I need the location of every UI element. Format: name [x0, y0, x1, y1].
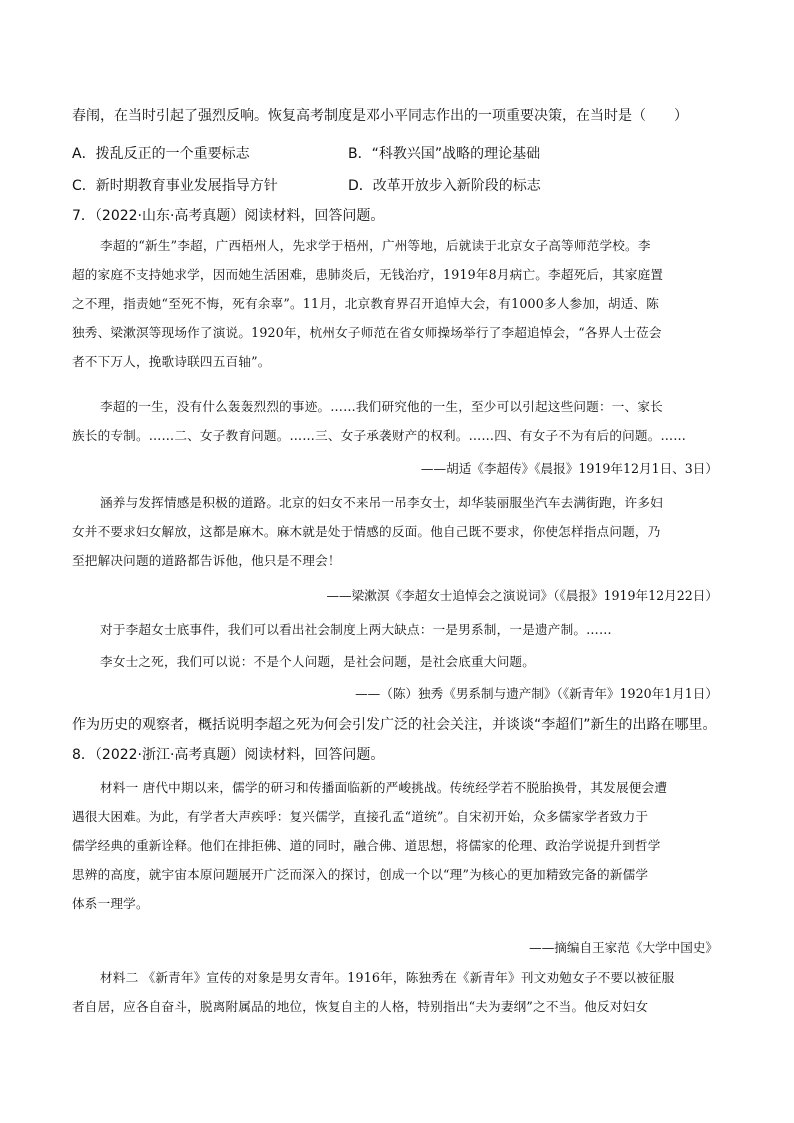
q6-option-d[interactable]: D．改革开放步入新阶段的标志	[348, 178, 541, 194]
q6-option-b[interactable]: B．“科教兴国”战略的理论基础	[348, 146, 541, 162]
q7-para1-line: 独秀、梁漱溟等现场作了演说。1920年，杭州女子师范在省女师操场举行了李超追悼会，“各界人士莅会	[72, 325, 662, 340]
q7-para2-line: 族长的专制。……二、女子教育问题。……三、女子承袭财产的权利。……四、有女子不为有后的问题。……	[72, 428, 687, 443]
q7-question: 作为历史的观察者，概括说明李超之死为何会引发广泛的社会关注，并谈谈“李超们”新生的出路在哪里。	[72, 717, 717, 733]
q7-para5: 李女士之死，我们可以说：不是个人问题，是社会问题，是社会底重大问题。	[100, 654, 535, 669]
q6-stem-tail: 春闱，在当时引起了强烈反响。恢复高考制度是邓小平同志作出的一项重要决策，在当时是（ ）	[72, 108, 688, 124]
q7-para1-line: 超的家庭不支持她求学，因而她生活困难，患肺炎后，无钱治疗，1919年8月病亡。李超死后，其家庭置	[72, 267, 664, 282]
q7-source-1: ——胡适《李超传》《晨报》1919年12月1日、3日）	[420, 461, 718, 476]
q7-source-2: ——梁漱溟《李超女士追悼会之演说词》（《晨报》1919年12月22日）	[326, 588, 718, 603]
q6-option-c[interactable]: C．新时期教育事业发展指导方针	[72, 178, 278, 194]
q8-material1-line: 材料一 唐代中期以来，儒学的研习和传播面临新的严峻挑战。传统经学若不脱胎换骨，其发展便会遭	[100, 780, 668, 795]
q7-para1-line: 李超的“新生”李超，广西梧州人，先求学于梧州，广州等地，后就读于北京女子高等师范学校。李	[100, 238, 651, 253]
q8-material2-line: 材料二 《新青年》宣传的对象是男女青年。1916年，陈独秀在《新青年》刊文劝勉女子不要以被征服	[100, 970, 675, 985]
q7-para3-line: 涵养与发挥情感是积极的道路。北京的妇女不来吊一吊李女士，却华装丽服坐汽车去满街跑，许多妇	[100, 495, 663, 510]
q6-option-a[interactable]: A．拨乱反正的一个重要标志	[72, 146, 250, 162]
q8-material1-line: 遇很大困难。为此，有学者大声疾呼：复兴儒学，直接孔孟“道统”。自宋初开始，众多儒家学者致力于	[72, 809, 649, 824]
q7-para2-line: 李超的一生，没有什么轰轰烈烈的事迹。……我们研究他的一生，至少可以引起这些问题：一、家长	[100, 399, 663, 414]
q7-para1-line: 者不下万人，挽歌诗联四五百轴”。	[72, 354, 271, 369]
q7-title: 7．（2022·山东·高考真题）阅读材料，回答问题。	[72, 208, 385, 224]
q7-para3-line: 至把解决问题的道路都告诉他，他只是不理会！	[72, 553, 341, 568]
q8-title: 8．（2022·浙江·高考真题）阅读材料，回答问题。	[72, 747, 385, 763]
q7-para4: 对于李超女士底事件，我们可以看出社会制度上两大缺点：一是男系制，一是遗产制。……	[100, 622, 612, 637]
q8-material1-line: 思辨的高度，就宇宙本原问题展开广泛而深入的探讨，创成一个以“理”为核心的更加精致完备的新儒学	[72, 867, 649, 882]
q7-source-3: ——（陈）独秀《男系制与遗产制》（《新青年》1920年1月1日）	[355, 686, 718, 701]
q7-para3-line: 女并不要求妇女解放，这都是麻木。麻木就是处于情感的反面。他自己既不要求，你使怎样指点问题，乃	[72, 524, 661, 539]
q8-material2-line: 者自居，应各自奋斗，脱离附属品的地位，恢复自主的人格，特别指出“夫为妻纲”之不当。他反对妇女	[72, 999, 649, 1014]
q8-material1-line: 儒学经典的重新诠释。他们在排拒佛、道的同时，融合佛、道思想，将儒家的伦理、政治学说提升到哲学	[72, 838, 661, 853]
q8-source-1: ——摘编自王家范《大学中国史》	[529, 940, 718, 955]
q8-material1-line: 体系一理学。	[72, 896, 149, 911]
q7-para1-line: 之不理，指责她“至死不悔，死有余辜”。11月，北京教育界召开追悼大会，有1000多人参加，胡适、陈	[72, 296, 660, 311]
